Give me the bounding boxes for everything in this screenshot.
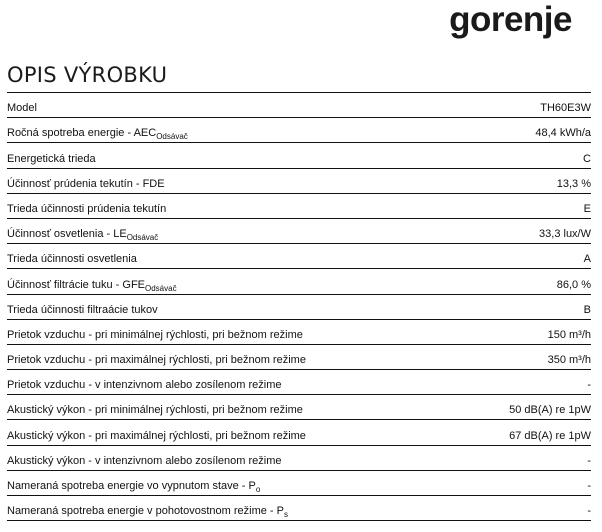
row-label xyxy=(7,302,158,319)
row-label-text: Trieda účinnosti prúdenia tekutín xyxy=(7,202,167,215)
row-value: 67 dB(A) re 1pW xyxy=(509,429,591,442)
table-row xyxy=(7,169,591,194)
row-value: 350 m³/h xyxy=(547,354,591,367)
row-label-subscript: Odsávač xyxy=(126,233,159,243)
row-value: - xyxy=(587,454,591,467)
row-label-text: Trieda účinnosti osvetlenia xyxy=(7,253,137,266)
table-row xyxy=(7,93,591,118)
row-value: E xyxy=(583,202,591,215)
row-label-text: Účinnosť prúdenia tekutín - FDE xyxy=(7,177,165,190)
row-label xyxy=(7,176,165,193)
row-label-text: Účinnosť filtrácie tuku - GFE xyxy=(7,278,145,291)
row-label-subscript: Odsávač xyxy=(156,132,188,142)
row-value: 48,4 kWh/a xyxy=(535,127,591,140)
row-label-text: Nameraná spotreba energie v pohotovostnom režime - P xyxy=(7,505,284,518)
row-label xyxy=(7,277,177,294)
row-label-text: Trieda účinnosti filtraácie tukov xyxy=(7,303,158,316)
row-value: - xyxy=(587,505,591,518)
row-label xyxy=(7,478,260,495)
row-value: 13,3 % xyxy=(556,177,591,190)
page-title: OPIS VÝROBKU xyxy=(7,63,168,87)
row-label xyxy=(7,503,288,520)
table-row xyxy=(7,269,591,294)
row-value: B xyxy=(583,303,591,316)
row-label-text: Akustický výkon - pri maximálnej rýchlosti, pri bežnom režime xyxy=(7,429,306,442)
row-label-subscript: Odsávač xyxy=(145,283,177,293)
row-label-text: Prietok vzduchu - v intenzivnom alebo zosílenom režime xyxy=(7,379,282,392)
table-row xyxy=(7,420,591,445)
row-label xyxy=(7,352,306,369)
row-label-text: Účinnosť osvetlenia - LE xyxy=(7,228,127,241)
row-label-text: Akustický výkon - pri minimálnej rýchlosti, pri bežnom režime xyxy=(7,404,303,417)
table-row xyxy=(7,320,591,345)
table-row xyxy=(7,471,591,496)
table-row xyxy=(7,143,591,168)
table-row xyxy=(7,219,591,244)
row-label xyxy=(7,100,37,117)
table-row xyxy=(7,446,591,471)
row-label-text: Akustický výkon - v intenzivnom alebo zosílenom režime xyxy=(7,454,282,467)
row-value: 150 m³/h xyxy=(547,328,591,341)
row-label-text: Prietok vzduchu - pri maximálnej rýchlosti, pri bežnom režime xyxy=(7,354,306,367)
gorenje-logo: gorenje xyxy=(449,0,572,39)
row-value: 86,0 % xyxy=(556,278,591,291)
row-label-text: Model xyxy=(7,102,37,115)
row-label xyxy=(7,327,303,344)
row-label xyxy=(7,251,137,268)
table-row xyxy=(7,244,591,269)
row-value: - xyxy=(587,379,591,392)
table-row xyxy=(7,118,591,143)
row-label xyxy=(7,201,166,218)
row-label-text: Nameraná spotreba energie vo vypnutom stave - P xyxy=(7,480,256,492)
row-label xyxy=(7,226,158,243)
row-value: - xyxy=(587,480,591,492)
row-label xyxy=(7,428,306,445)
row-value: 33,3 lux/W xyxy=(539,228,591,241)
row-value: TH60E3W xyxy=(540,102,591,115)
row-value: C xyxy=(583,152,591,165)
table-row xyxy=(7,345,591,370)
row-label-text: Ročná spotreba energie - AEC xyxy=(7,127,157,140)
row-label xyxy=(7,402,303,419)
row-value: 50 dB(A) re 1pW xyxy=(509,404,591,417)
row-label xyxy=(7,377,282,394)
row-label-subscript: o xyxy=(255,485,261,494)
row-label-subscript: s xyxy=(283,510,288,520)
table-row xyxy=(7,395,591,420)
row-value: A xyxy=(583,253,591,266)
table-row xyxy=(7,370,591,395)
row-label xyxy=(7,125,188,142)
spec-table xyxy=(7,92,591,521)
row-label xyxy=(7,151,96,168)
table-row xyxy=(7,194,591,219)
row-label-text: Energetická trieda xyxy=(7,152,96,165)
table-row xyxy=(7,496,591,521)
row-label xyxy=(7,453,282,470)
table-row xyxy=(7,295,591,320)
row-label-text: Prietok vzduchu - pri minimálnej rýchlosti, pri bežnom režime xyxy=(7,328,303,341)
